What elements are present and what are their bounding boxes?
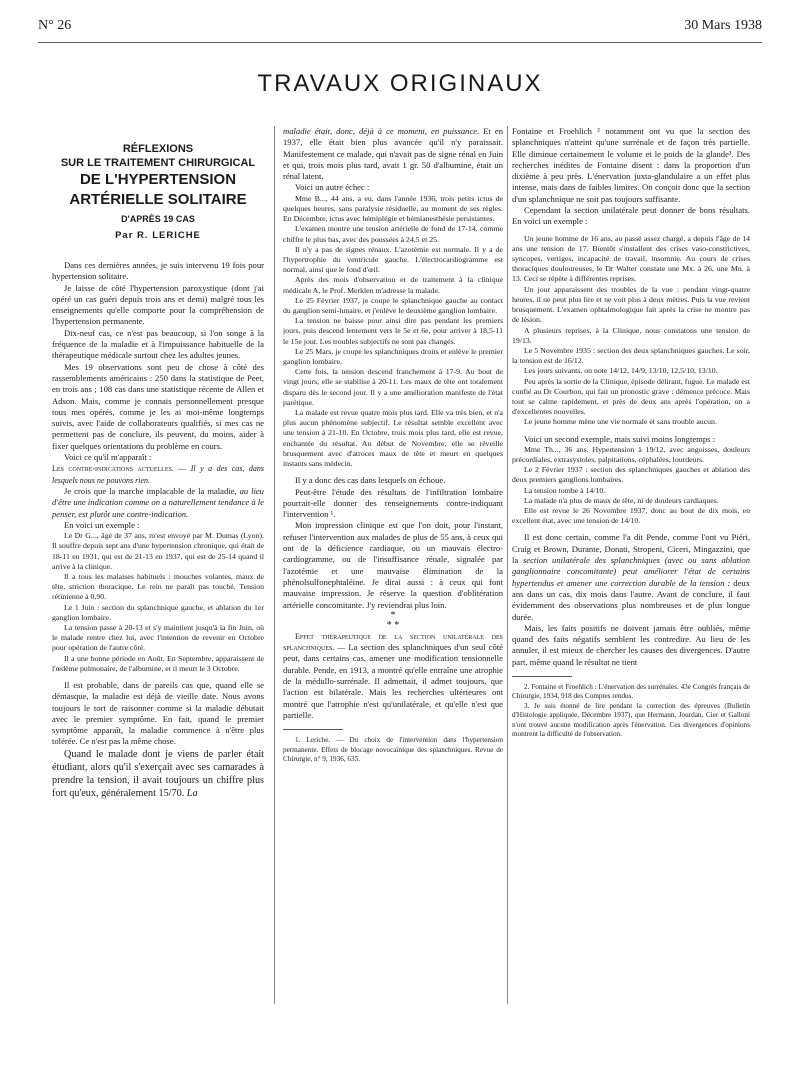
case-paragraph: Le 1 Juin : section du splanchnique gauche, et ablation du 1er ganglion lombaire. bbox=[52, 602, 264, 622]
paragraph bbox=[283, 631, 503, 721]
paragraph: Fontaine et Froehlich ² notamment ont vu que la section des splanchniques n'atteint qu'une surrénale et de façon très partielle. Elle diminue certainement le volume et le poids de la glande³. Des recherches inédites de Fontaine disent : dans la proportion d'un dixième à peu près. L'énervation juxta-glandulaire a un effet plus intense, mais dans de faibles limites. On conçoit donc que la section d'un splanchnique ne soit pas toujours suffisante. bbox=[512, 126, 750, 204]
paragraph: Dix-neuf cas, ce n'est pas beaucoup, si l'on songe à la fréquence de la maladie et à l'impuissance habituelle de la thérapeutique médicale surtout chez les adultes jeunes. bbox=[52, 327, 264, 361]
case-paragraph: La tension ne baisse pour ainsi dire pas pendant les premiers jours, puis descend lentement vers le 5e et 6e, pour arriver à 18,5-11 le 15e jour. Les troubles subjectifs ne sont pas changés. bbox=[283, 316, 503, 346]
paragraph: Mon impression clinique est que l'on doit, pour l'instant, refuser l'intervention aux malades de plus de 55 ans, à ceux qui ont de la déficience cardiaque, ou un mauvais électro-cardiogramme, ou de l'insuffisance rénale, signalée par l'azotémie et une mauvaise élimination de la phénolsulfonephtaléine. Je dirai aussi : à ceux qui font mauvaise impression. Je réserve la question d'oblitération artérielle concomitante. J'y reviendrai plus loin. bbox=[283, 520, 503, 610]
case-paragraph: Peu après la sortie de la Clinique, épisode délirant, fugue. Le malade est confié au Dr Courbon, qui fait un pronostic grave : démence précoce. Mais tout se calme rapidement, et près de deux ans après l'opération, on a d'excellentes nouvelles. bbox=[512, 376, 750, 417]
case-paragraph: La tension tombe à 14/10. bbox=[524, 485, 606, 495]
paragraph: Cependant la section unilatérale peut donner de bons résultats. En voici un exemple : bbox=[512, 205, 750, 227]
case-paragraph: A plusieurs reprises, à la Clinique, nous constatons une tension de 19/13. bbox=[512, 325, 750, 345]
case-paragraph: Il a tous les malaises habituels : mouches volantes, maux de tête, striction thoracique. Le rein ne paraît pas touché. Tension rétinienne à 0,90. bbox=[52, 571, 264, 602]
paragraph: Voici un autre échec : bbox=[295, 182, 370, 193]
case-paragraph: Un jeune homme de 16 ans, au passé assez chargé, a depuis l'âge de 14 ans une tension de 17. Bientôt s'installent des crises vaso-constrictives, syncopes, vertiges, incapacité de travail, insomnie. Au cours de crises thoraciques douloureuses, le Dr Walter constate une Mx. à 26, une Mn. à 13. Ceci se répète à différentes reprises. bbox=[512, 233, 750, 284]
column-1 bbox=[52, 128, 264, 800]
section-heading: Effet thérapeutique de la section unilatérale des splanchniques. — bbox=[283, 631, 503, 653]
case-paragraph: Il n'y a pas de signes rénaux. L'azotémie est normale. Il y a de l'hypertrophie du ventricule gauche. L'électrocardiogramme est normal, ainsi que le fond d'œil. bbox=[283, 244, 503, 275]
paragraph bbox=[283, 126, 503, 182]
issue-date: 30 Mars 1938 bbox=[684, 18, 762, 33]
paragraph bbox=[52, 748, 264, 800]
section-heading-caps: Les contre-indications actuelles. — bbox=[52, 464, 187, 474]
text: La section des splanchniques d'un seul côté peut, dans certains cas, amener une modification tensionnelle durable. Pende, en 1913, a montré qu'elle entraîne une atrophie de la médullo-surrénale. Il admettait, il admet toujours, que l'action est bilatérale. Mais les recherches ultérieures ont montré que l'atrophie n'est qu'unilatérale, et qu'elle n'est que partielle. bbox=[283, 642, 504, 720]
case-paragraph: Mme B..., 44 ans, a eu, dans l'année 1936, trois petits ictus de quelques heures, sans paralysie résiduelle, au moment de ses règles. En Décembre, ictus avec hémiplégie et hémianesthésie persistantes. bbox=[283, 193, 503, 224]
section-heading bbox=[52, 463, 264, 486]
italic-text: section unilatérale des splanchniques (avec ou sans ablation ganglionnaire concomitante) peut améliorer l'état de certains hypertendus et amener une correction durable de la tension : bbox=[512, 555, 750, 588]
case-paragraph: L'examen montre une tension artérielle de fond de 17-14, comme chiffre le plus bas, avec des poussées à 24,5 et 25. bbox=[283, 224, 503, 244]
case-paragraph: Le 25 Mars, je coupe les splanchniques droits et enlève le premier ganglion lombaire. bbox=[283, 346, 503, 367]
case-paragraph: Cette fois, la tension descend franchement à 17-9. Au bout de vingt jours, elle se stabilise à 20-11. Les maux de tête ont totalement disparu dès le second jour. Il y a une amélioration manifeste de l'état parétique. bbox=[283, 367, 503, 407]
title-line: RÉFLEXIONS bbox=[122, 143, 194, 155]
case-paragraph: Les jours suivants, on note 14/12, 14/9, 13/10, 12,5/10, 13/10. bbox=[524, 366, 718, 376]
case-paragraph: Le 25 Février 1937, je coupe le splanchnique gauche au contact du ganglion semi-lunaire, et j'enlève le deuxième ganglion lombaire. bbox=[283, 295, 503, 316]
text: Et en 1937, elle était bien plus avancée qu'il n'y paraissait. Manifestement ce malade, qui n'avait pas de signe rénal en Juin et qui, trois mois plus tard, avait 1 gr. 50 d'albumine, était un rénal latent. bbox=[283, 126, 503, 182]
title-line: ARTÉRIELLE SOLITAIRE bbox=[69, 191, 247, 208]
paragraph: Voici un second exemple, mais suivi moins longtemps : bbox=[524, 433, 716, 444]
paragraph: Il est probable, dans de pareils cas que, quand elle se démasque, la maladie est déjà de vieille date. Nous avons toujours le tort de raisonner comme si la maladie débutait avec le premier symptôme. En fait, quand le premier symptôme apparaît, la maladie commence à n'être plus tolérée. Ce n'est pas la même chose. bbox=[52, 679, 264, 747]
paragraph bbox=[52, 486, 264, 520]
column-divider bbox=[274, 126, 275, 1004]
case-paragraph: Elle est revue le 26 Novembre 1937, donc au bout de dix mois, en excellent état, avec une tension de 14/10. bbox=[512, 506, 750, 526]
column-divider bbox=[507, 126, 508, 1004]
paragraph: Mes 19 observations sont peu de chose à côté des rassemblements américains : 250 dans la statistique de Peet, en trois ans ; 108 cas dans une statistique récente de Allen et Adson. Mais, comme je connais personnellement presque tous mes opérés, comme je les ai moi-même longtemps suivis, avec l'aide de collaborateurs qualifiés, si mes cas ne permettent pas de conclure, ils peuvent, du moins, aider à fixer quelques orientations du problème en cours. bbox=[52, 361, 264, 451]
issue-number: N° 26 bbox=[38, 18, 72, 33]
text: Il est donc certain, comme l'a dit Pende, comme l'ont vu Piéri, Craig et Brown, Durante, Donati, Stropeni, Ciceri, Mingazzini, que la bbox=[512, 532, 750, 566]
italic-text: La bbox=[186, 787, 198, 799]
footnote-rule bbox=[512, 676, 572, 677]
column-2 bbox=[283, 126, 503, 764]
footnote-rule bbox=[283, 729, 343, 730]
paragraph: En voici un exemple : bbox=[64, 519, 140, 530]
section-title: TRAVAUX ORIGINAUX bbox=[257, 70, 543, 97]
page-header bbox=[38, 18, 762, 38]
article-title bbox=[52, 142, 264, 244]
section-heading-italic: Il y a des cas, dans lesquels nous ne pouvons rien. bbox=[52, 464, 264, 485]
text: deux ans dans un cas, dix mois dans l'autre. Avant de conclure, il faut évidemment des observations plus nombreuses et de plus longue durée. bbox=[512, 577, 750, 622]
text: Je crois que la marche implacable de la maladie, bbox=[64, 485, 237, 496]
text: Quand le malade dont je viens de parler était étudiant, alors qu'il s'exerçait avec ses camarades à prendre la tension, il avait toujours un chiffre plus fort qu'eux, généralement 15/70. bbox=[52, 748, 264, 799]
paragraph: Mais, les faits positifs ne doivent jamais être oubliés, même quand des faits négatifs semblent les contredire. Au lieu de les annuler, il est mieux de chercher les causes des divergences. D'autre part, même quand le résultat ne tient bbox=[512, 622, 750, 667]
case-paragraph: Le Dr G..., âgé de 37 ans, m'est envoyé par M. Dumas (Lyon). Il souffre depuis sept ans d'une hypertension chronique, qui était de 18-11 en 1931, qui est de 21-13 en 1937, qui est de 25-14 quand il arrive à la clinique. bbox=[52, 531, 264, 571]
column-3 bbox=[512, 126, 750, 739]
title-line: SUR LE TRAITEMENT CHIRURGICAL bbox=[60, 157, 256, 169]
case-paragraph: La tension passe à 20-13 et s'y maintient jusqu'à la fin Juin, où le malade rentre chez lui, avec l'intention de revenir en Octobre pour opération de l'autre côté. bbox=[52, 622, 264, 653]
case-paragraph: Le jeune homme mène une vie normale et sans trouble aucun. bbox=[524, 417, 717, 427]
paragraph: Il y a donc des cas dans lesquels on échoue. bbox=[295, 475, 446, 486]
case-paragraph: Un jour apparaissent des troubles de la vue : pendant vingt-quatre heures, il ne peut plus lire et ne voit plus à deux mètres. Puis la vue revient brusquement. L'examen ophtalmologique fait après la crise ne montre pas de lésion. bbox=[512, 284, 750, 325]
case-paragraph: Il a une bonne période en Août. En Septembre, apparaissent de l'œdème pulmonaire, de l'albumine, et il meurt le 3 Octobre. bbox=[52, 653, 264, 673]
footnote: 1. Leriche. — Du choix de l'intervention dans l'hypertension permanente. Effets de blocage novocaïnique des splanchniques. Revue de Chirurgie, n° 9, 1936, 635. bbox=[283, 736, 503, 764]
article-author: Par R. LERICHE bbox=[115, 230, 201, 241]
case-paragraph: Le 2 Février 1937 : section des splanchniques gauches et ablation des deux premiers ganglions lombaires. bbox=[512, 465, 750, 485]
paragraph: Voici ce qu'il m'apparaît : bbox=[64, 452, 152, 463]
case-paragraph: Mme Th..., 36 ans. Hypertension à 19/12, avec angoisses, douleurs précordiales, extrasystoles, palpitations, céphalées, lourdeurs. bbox=[512, 444, 750, 465]
section-separator: * * * bbox=[386, 609, 400, 631]
paragraph: Dans ces dernières années, je suis intervenu 19 fois pour hypertension solitaire. bbox=[52, 260, 264, 282]
title-line: DE L'HYPERTENSION bbox=[79, 171, 237, 188]
paragraph: Peut-être l'étude des résultats de l'infiltration lombaire pourrait-elle donner des renseignements contre-indiquant l'intervention ¹. bbox=[283, 486, 503, 520]
paragraph: Je laisse de côté l'hypertension paroxystique (dont j'ai opéré un cas guéri depuis trois ans et demi) malgré tous les enseignements qu'elle comporte pour la compréhension de l'hypertension permanente. bbox=[52, 282, 264, 327]
case-paragraph: La malade est revue quatre mois plus tard. Elle va très bien, et n'a plus aucun phénomène subjectif. Le résultat semble excellent avec une tension à 21-10. En Octobre, trois mois plus tard, elle est revue, enchantée du résultat. Au début de Novembre, elle se réveille brusquement avec d'atroces maux de tête et meurt en quelques instants sans médecin. bbox=[283, 408, 503, 469]
footnote: 2. Fontaine et Froehlich : L'énervation des surrénales. 43e Congrès français de Chirurgie, 1934, 918 des Comptes rendus. bbox=[512, 683, 750, 701]
case-paragraph: La malade n'a plus de maux de tête, ni de douleurs cardiaques. bbox=[524, 495, 719, 505]
header-rule bbox=[38, 42, 762, 43]
case-paragraph: Le 5 Novembre 1935 : section des deux splanchniques gauches. Le soir, la tension est de 16/12. bbox=[512, 345, 750, 366]
paragraph bbox=[512, 532, 750, 622]
case-paragraph: Après des mois d'observation et de traitement à la clinique médicale A, le Prof. Merklen m'adresse la malade. bbox=[283, 275, 503, 295]
footnote: 3. Je suis étonné de lire pendant la correction des épreuves (Bulletin d'Histologie appliquée, Décembre 1937), que Hermann, Jourdan, Cier et Galloni n'ont trouvé aucune modification après l'énervation. Ces divergences d'opinions montrent la difficulté de l'observation. bbox=[512, 701, 750, 739]
italic-text: maladie était, donc, déjà à ce moment, en puissance. bbox=[283, 126, 480, 136]
article-subtitle: D'APRÈS 19 CAS bbox=[121, 214, 195, 224]
italic-text: au lieu d'être une indication comme on a naturellement tendance à le penser, est plutôt une contre-indication. bbox=[52, 485, 264, 519]
